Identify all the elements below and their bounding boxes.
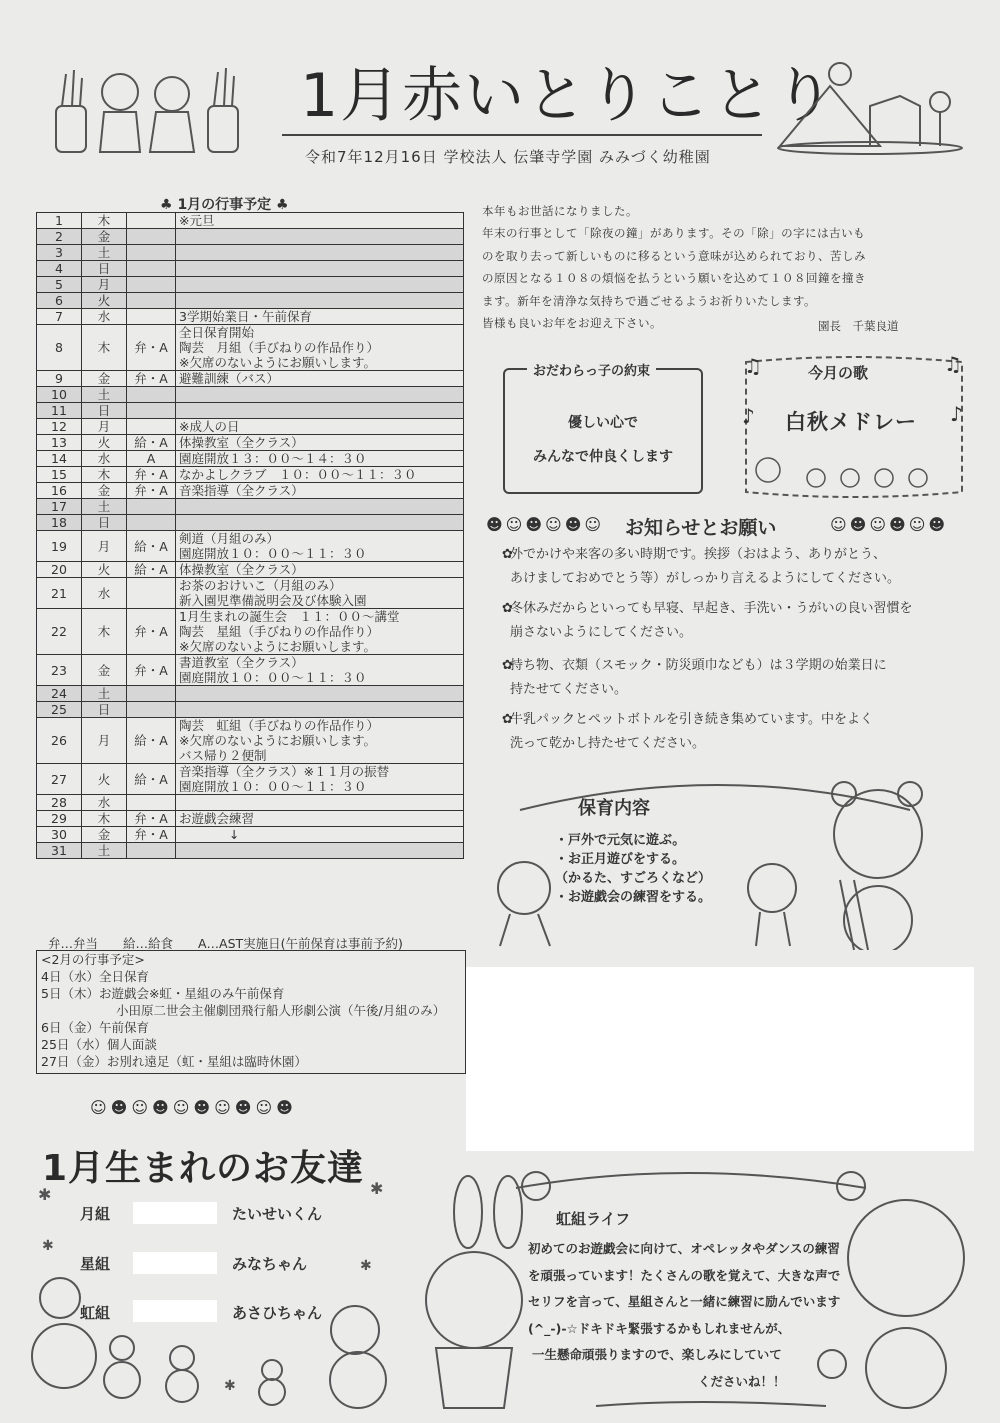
song-title: 白秋メドレー [785,410,917,434]
greeting-line: の原因となる１０８の煩悩を払うという願いを込めて１０８回鐘を撞き [482,271,866,286]
february-line: 5日（木）お遊戯会※虹・星組のみ午前保育 [41,986,285,1001]
schedule-day: 15 [37,467,82,483]
schedule-event: ※欠席のないようにお願いします。 [179,639,376,654]
schedule-day: 23 [37,655,82,686]
schedule-row [37,515,464,531]
schedule-meal: 弁・A [127,483,176,499]
schedule-day: 4 [37,261,82,277]
february-line: 小田原二世会主催劇団飛行船人形劇公演（午後/月組のみ） [41,1003,446,1018]
birthday-class: 虹組 [80,1304,111,1322]
schedule-meal [127,686,176,702]
schedule-weekday: 木 [82,325,127,371]
schedule-day: 9 [37,371,82,387]
hoiku-line: ・お正月遊びをする。 [555,852,686,867]
schedule-event: 陶芸 月組（手びねりの作品作り） [179,340,380,355]
animals-mountain-illustration [770,56,965,156]
schedule-weekday: 火 [82,435,127,451]
greeting-line: 年末の行事として「除夜の鐘」があります。その「除」の字には古いも [482,226,866,241]
schedule-event: バス帰り２便制 [179,748,267,763]
schedule-event [179,515,460,530]
greeting-line: ます。新年を清浄な気持ちで過ごせるようお祈りいたします。 [482,293,817,308]
schedule-event: 新入園児準備説明会及び体験入園 [179,593,367,608]
schedule-event [179,387,460,402]
schedule-day: 18 [37,515,82,531]
schedule-day: 30 [37,827,82,843]
song-label: 今月の歌 [808,364,869,382]
schedule-event: ※欠席のないようにお願いします。 [179,355,376,370]
schedule-meal: 弁・A [127,467,176,483]
schedule-day: 29 [37,811,82,827]
schedule-weekday: 土 [82,245,127,261]
schedule-meal [127,309,176,325]
schedule-event: 全日保育開始 [179,325,255,340]
schedule-row [37,578,464,609]
schedule-row [37,764,464,795]
schedule-row [37,702,464,718]
schedule-row [37,451,464,467]
greeting-line: のを取り去って新しいものに移るという意味が込められており、苦しみ [482,248,866,263]
schedule-meal: 弁・A [127,371,176,387]
schedule-day: 20 [37,562,82,578]
schedule-row [37,371,464,387]
schedule-row [37,795,464,811]
svg-text:✱: ✱ [224,1378,236,1394]
schedule-events [176,578,464,609]
schedule-day: 27 [37,764,82,795]
schedule-event: ※元旦 [179,213,215,228]
greeting-line: 本年もお世話になりました。 [482,204,638,218]
schedule-row [37,655,464,686]
niji-line: くださいね！！ [698,1373,786,1389]
schedule-events [176,562,464,578]
schedule-weekday: 水 [82,795,127,811]
niji-heading: 虹組ライフ [556,1210,631,1228]
schedule-row [37,387,464,403]
schedule-day: 14 [37,451,82,467]
schedule-meal: 給・A [127,718,176,764]
february-heading: <2月の行事予定> [41,952,145,967]
schedule-meal [127,702,176,718]
hoiku-line: （かるた、すごろくなど） [555,871,712,886]
schedule-events [176,245,464,261]
schedule-event: お遊戯会練習 [179,811,255,826]
schedule-event: 体操教室（全クラス） [179,435,304,450]
schedule-events [176,499,464,515]
title-underline [282,134,762,136]
greeting-line: 皆様も良いお年をお迎え下さい。 [482,316,662,331]
schedule-events [176,277,464,293]
schedule-events [176,419,464,435]
flower-icon: ✿ [502,712,513,727]
schedule-row [37,293,464,309]
flower-icon: ✿ [502,658,513,673]
schedule-row [37,686,464,702]
schedule-weekday: 木 [82,609,127,655]
page-subtitle: 令和7年12月16日 学校法人 伝肇寺学園 みみづく幼稚園 [305,148,711,166]
animal-border-icon: ☻☺☻☺☻☺ [486,515,605,534]
schedule-meal [127,795,176,811]
schedule-event: ※成人の日 [179,419,240,434]
schedule-meal [127,843,176,859]
schedule-meal: 給・A [127,562,176,578]
schedule-row [37,718,464,764]
flower-icon: ✿ [502,601,513,616]
schedule-weekday: 水 [82,451,127,467]
notice-line: 持たせてください。 [510,682,628,697]
schedule-row [37,499,464,515]
notice-line: あけましておめでとう等）がしっかり言えるようにしてください。 [510,571,901,586]
schedule-event: 陶芸 虹組（手びねりの作品作り） [179,718,380,733]
schedule-row [37,325,464,371]
schedule-row [37,435,464,451]
schedule-weekday: 土 [82,499,127,515]
promise-box [503,364,703,494]
schedule-events [176,229,464,245]
page-title: 1月赤いとりことり [300,61,837,131]
schedule-event: 音楽指導（全クラス）※１１月の振替 [179,764,390,779]
schedule-row [37,483,464,499]
schedule-events [176,843,464,859]
notice-line: 崩さないようにしてください。 [510,625,693,640]
schedule-row [37,229,464,245]
music-note-icon: ♪ [950,402,963,426]
schedule-row [37,213,464,229]
schedule-events [176,325,464,371]
schedule-day: 11 [37,403,82,419]
schedule-event: 体操教室（全クラス） [179,562,304,577]
schedule-meal [127,293,176,309]
schedule-weekday: 月 [82,277,127,293]
schedule-event [179,702,460,717]
schedule-row [37,403,464,419]
schedule-events [176,531,464,562]
notice-line: 牛乳パックとペットボトルを引き続き集めています。中をよく [510,712,873,727]
schedule-day: 1 [37,213,82,229]
schedule-day: 24 [37,686,82,702]
schedule-weekday: 火 [82,764,127,795]
schedule-events [176,467,464,483]
niji-line: を頑張っています！たくさんの歌を覚えて、大きな声で [528,1267,841,1283]
hoiku-heading: 保育内容 [578,798,650,819]
schedule-event [179,686,460,701]
schedule-event [179,843,460,858]
svg-text:✱: ✱ [360,1258,372,1274]
schedule-legend: 弁…弁当 給…給食 A…AST実施日(午前保育は事前予約) [48,936,403,951]
birthday-name: みなちゃん [232,1255,308,1273]
schedule-event: 園庭開放１３：００～１４：３０ [179,451,367,466]
notice-item [502,597,970,645]
schedule-events [176,827,464,843]
schedule-events [176,435,464,451]
february-schedule [36,950,466,1074]
schedule-meal [127,213,176,229]
greeting-text [482,200,932,334]
schedule-weekday: 木 [82,467,127,483]
schedule-weekday: 木 [82,811,127,827]
schedule-events [176,718,464,764]
svg-text:✱: ✱ [38,1185,52,1204]
schedule-day: 2 [37,229,82,245]
schedule-weekday: 月 [82,718,127,764]
schedule-table [36,212,464,859]
schedule-weekday: 月 [82,531,127,562]
schedule-event: ↓ [179,827,240,842]
schedule-meal: 給・A [127,764,176,795]
birthday-name: あさひちゃん [232,1304,323,1322]
schedule-event: 園庭開放１０：００～１１：３０ [179,670,367,685]
schedule-event [179,229,460,244]
schedule-events [176,686,464,702]
schedule-day: 22 [37,609,82,655]
schedule-meal [127,245,176,261]
schedule-weekday: 土 [82,843,127,859]
svg-text:✱: ✱ [370,1180,384,1198]
schedule-event [179,403,460,418]
redacted-area [466,967,974,1151]
schedule-events [176,309,464,325]
schedule-meal: 弁・A [127,811,176,827]
promise-line: みんなで仲良くします [533,449,673,465]
schedule-day: 28 [37,795,82,811]
schedule-events [176,213,464,229]
schedule-meal [127,277,176,293]
schedule-event: 1月生まれの誕生会 １１：００～講堂 [179,609,400,624]
schedule-event [179,245,460,260]
schedule-event [179,795,460,810]
february-line: 27日（金）お別れ遠足（虹・星組は臨時休園） [41,1054,307,1069]
schedule-row [37,419,464,435]
schedule-weekday: 月 [82,419,127,435]
schedule-meal: 弁・A [127,827,176,843]
schedule-events [176,609,464,655]
schedule-events [176,655,464,686]
principal-signature: 園長 千葉良道 [818,319,899,333]
schedule-event [179,293,460,308]
schedule-events [176,515,464,531]
schedule-event [179,499,460,514]
schedule-weekday: 日 [82,403,127,419]
schedule-day: 12 [37,419,82,435]
schedule-heading: ♣ 1月の行事予定 ♣ [160,197,289,213]
hoiku-line: ・戸外で元気に遊ぶ。 [555,833,686,848]
schedule-weekday: 木 [82,213,127,229]
schedule-events [176,811,464,827]
animal-border-icon: ☺☻☺☻☺☻☺☻☺☻ [90,1098,297,1117]
schedule-day: 10 [37,387,82,403]
snowman-bear-illustration [480,770,970,950]
birthday-class: 月組 [80,1205,111,1223]
schedule-event: 剣道（月組のみ） [179,531,280,546]
schedule-event: 書道教室（全クラス） [179,655,304,670]
music-note-icon: ♫ [944,352,962,376]
february-line: 4日（水）全日保育 [41,969,149,984]
hoiku-line: ・お遊戯会の練習をする。 [555,890,712,905]
schedule-row [37,843,464,859]
schedule-day: 13 [37,435,82,451]
schedule-row [37,609,464,655]
schedule-day: 3 [37,245,82,261]
birthday-heading: 1月生まれのお友達 [42,1148,365,1189]
notice-line: 冬休みだからといっても早寝、早起き、手洗い・うがいの良い習慣を [510,601,913,616]
niji-line: セリフを言って、星組さんと一緒に練習に励んでいます [528,1294,841,1309]
schedule-meal [127,499,176,515]
schedule-day: 6 [37,293,82,309]
schedule-meal [127,261,176,277]
notice-item [502,654,970,702]
february-line: 6日（金）午前保育 [41,1020,149,1035]
schedule-day: 19 [37,531,82,562]
schedule-day: 17 [37,499,82,515]
schedule-event: 音楽指導（全クラス） [179,483,304,498]
niji-line: 一生懸命頑張りますので、楽しみにしていて [532,1347,782,1362]
hoiku-list [555,831,711,907]
schedule-meal: 弁・A [127,325,176,371]
schedule-weekday: 金 [82,229,127,245]
schedule-weekday: 土 [82,387,127,403]
schedule-weekday: 金 [82,827,127,843]
animal-border-icon: ☺☻☺☻☺☻ [830,515,949,534]
schedule-row [37,827,464,843]
schedule-events [176,293,464,309]
music-note-icon: ♪ [742,404,755,428]
schedule-event: 園庭開放１０：００～１１：３０ [179,779,367,794]
niji-line: (^_-)-☆ドキドキ緊張するかもしれませんが、 [528,1320,791,1336]
schedule-meal [127,578,176,609]
schedule-weekday: 金 [82,655,127,686]
schedule-weekday: 土 [82,686,127,702]
schedule-meal: 弁・A [127,655,176,686]
svg-text:✱: ✱ [42,1238,54,1254]
notice-line: 洗って乾かし持たせてください。 [510,736,706,751]
schedule-meal: 給・A [127,435,176,451]
schedule-day: 25 [37,702,82,718]
schedule-day: 7 [37,309,82,325]
schedule-event: なかよしクラブ １０：００～１１：３０ [179,467,417,482]
music-note-icon: ♫ [744,354,762,378]
notice-item [502,708,970,756]
schedule-day: 16 [37,483,82,499]
birthday-name: たいせいくん [232,1205,323,1223]
notice-line: 外でかけや来客の多い時期です。挨拶（おはよう、ありがとう、 [510,547,886,562]
schedule-meal [127,419,176,435]
schedule-events [176,371,464,387]
schedule-events [176,387,464,403]
schedule-row [37,467,464,483]
schedule-event [179,261,460,276]
schedule-row [37,531,464,562]
birthday-class: 星組 [80,1255,111,1273]
schedule-event [179,277,460,292]
schedule-meal [127,515,176,531]
schedule-meal: 弁・A [127,609,176,655]
schedule-day: 31 [37,843,82,859]
schedule-weekday: 水 [82,578,127,609]
promise-label: おだわらっ子の約束 [527,360,656,379]
schedule-day: 8 [37,325,82,371]
schedule-event: お茶のおけいこ（月組のみ） [179,578,342,593]
schedule-day: 5 [37,277,82,293]
schedule-meal [127,387,176,403]
schedule-events [176,764,464,795]
schedule-weekday: 火 [82,562,127,578]
schedule-weekday: 火 [82,293,127,309]
schedule-row [37,562,464,578]
schedule-meal: 給・A [127,531,176,562]
schedule-events [176,403,464,419]
schedule-event: 園庭開放１０：００～１１：３０ [179,546,367,561]
schedule-day: 21 [37,578,82,609]
schedule-weekday: 金 [82,483,127,499]
schedule-day: 26 [37,718,82,764]
schedule-row [37,261,464,277]
schedule-events [176,795,464,811]
flower-icon: ✿ [502,547,513,562]
schedule-event: 3学期始業日・午前保育 [179,309,312,324]
schedule-event: 陶芸 星組（手びねりの作品作り） [179,624,380,639]
notice-heading: お知らせとお願い [625,517,777,539]
promise-line: 優しい心で [568,415,638,431]
schedule-events [176,702,464,718]
new-year-children-illustration [48,66,248,156]
schedule-meal: A [127,451,176,467]
schedule-event: 避難訓練（バス） [179,371,280,386]
schedule-weekday: 日 [82,515,127,531]
schedule-meal [127,403,176,419]
niji-line: 初めてのお遊戯会に向けて、オペレッタやダンスの練習 [528,1241,840,1256]
schedule-events [176,261,464,277]
schedule-weekday: 水 [82,309,127,325]
schedule-row [37,245,464,261]
schedule-events [176,483,464,499]
notice-line: 持ち物、衣類（スモック・防災頭巾なども）は３学期の始業日に [510,658,887,673]
schedule-weekday: 金 [82,371,127,387]
schedule-row [37,309,464,325]
february-line: 25日（水）個人面談 [41,1037,157,1052]
niji-text [528,1236,840,1395]
schedule-events [176,451,464,467]
snowmen-illustration [30,1180,390,1410]
notice-item [502,543,970,591]
schedule-event: ※欠席のないようにお願いします。 [179,733,376,748]
schedule-meal [127,229,176,245]
schedule-row [37,277,464,293]
schedule-weekday: 日 [82,702,127,718]
schedule-row [37,811,464,827]
schedule-weekday: 日 [82,261,127,277]
